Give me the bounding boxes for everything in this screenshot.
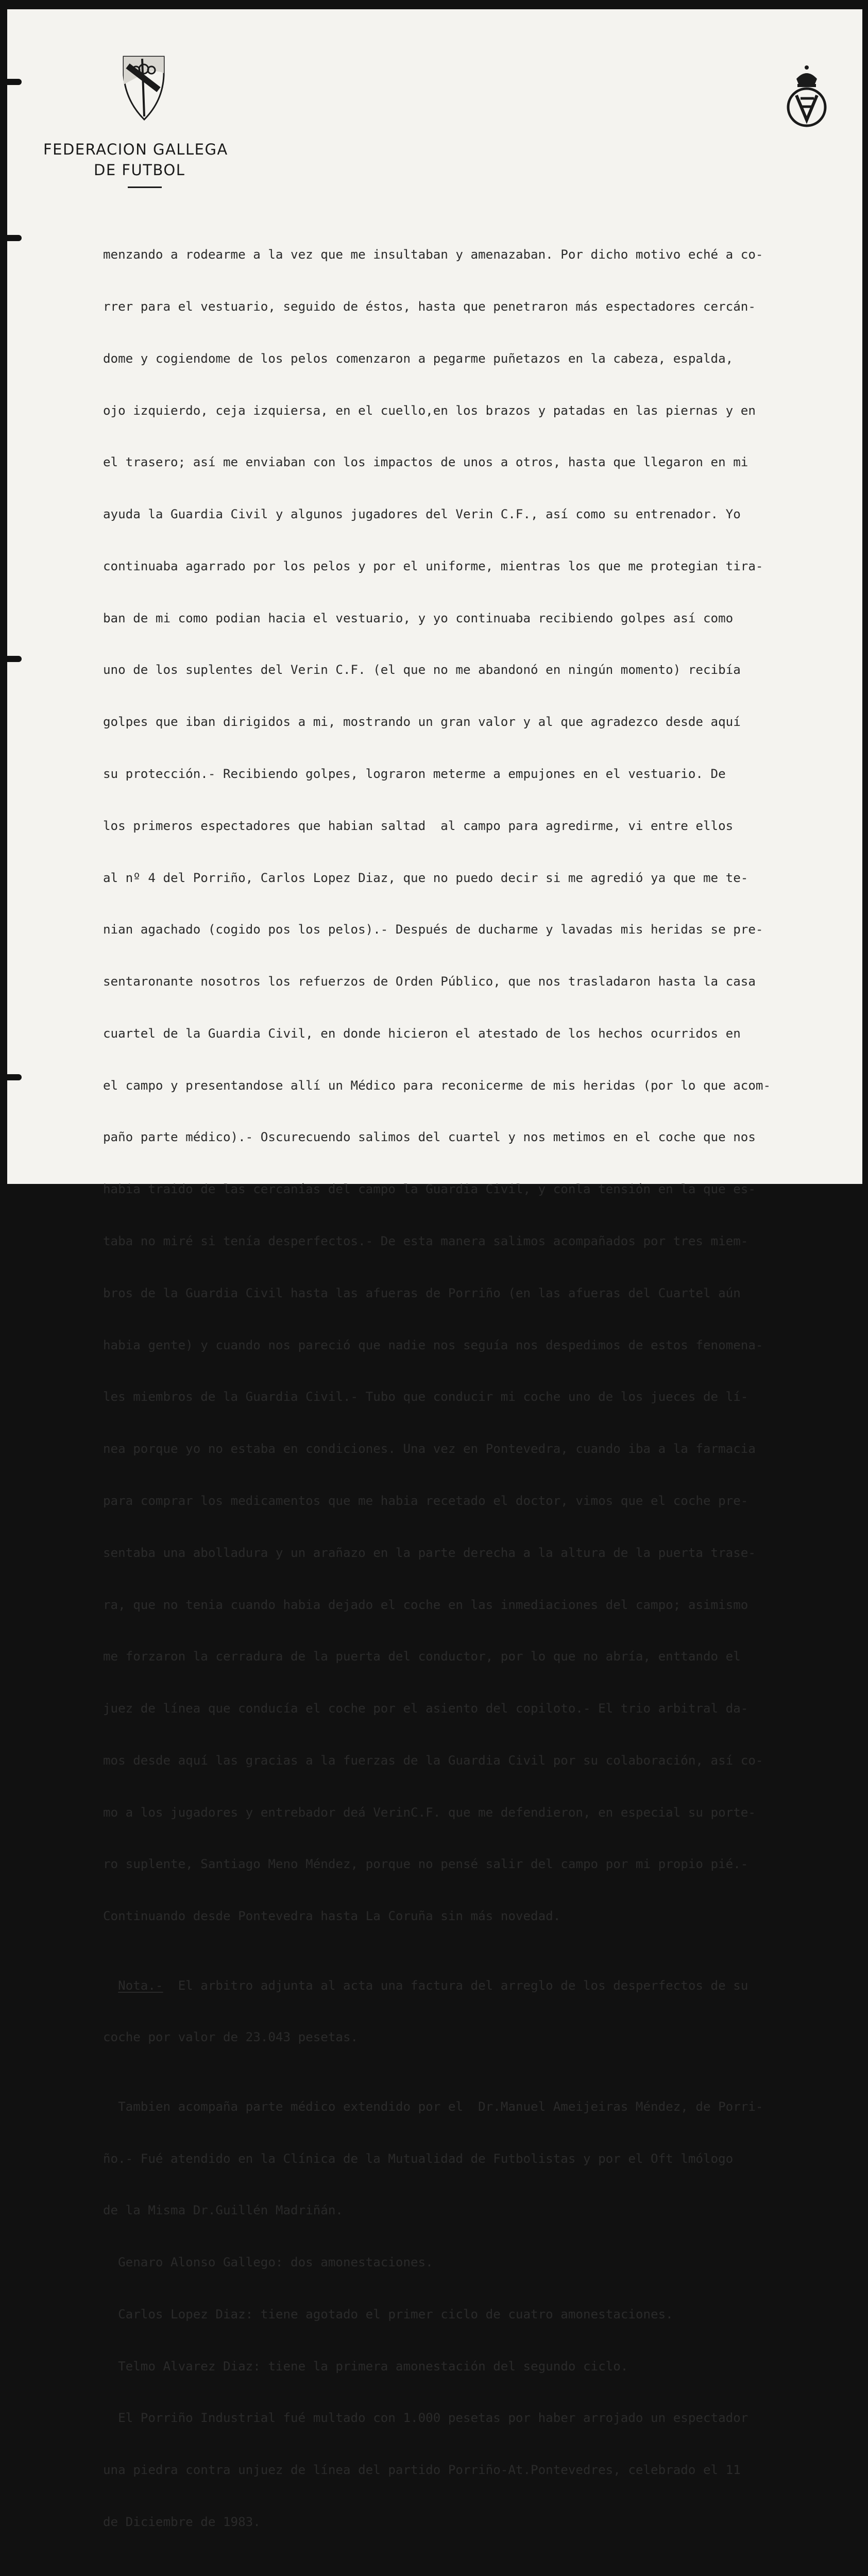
body-line: taba no miré si tenía desperfectos.- De esta manera salimos acompañados por tres miem- (103, 1234, 748, 1249)
body-line: el campo y presentandose allí un Médico para reconicerme de mis heridas (por lo que acom- (103, 1078, 771, 1093)
body-line: Carlos Lopez Diaz: tiene agotado el primer ciclo de cuatro amonestaciones. (103, 2307, 673, 2321)
body-line: Continuando desde Pontevedra hasta La Coruña sin más novedad. (103, 1909, 561, 1924)
body-line: cuartel de la Guardia Civil, en donde hicieron el atestado de los hechos ocurridos en (103, 1026, 741, 1041)
punch-hole (4, 235, 22, 241)
body-line: me forzaron la cerradura de la puerta del conductor, por lo que no abría, enttando el (103, 1649, 741, 1664)
body-line: el trasero; así me enviaban con los impactos de unos a otros, hasta que llegaron en mi (103, 455, 748, 470)
body-line: rrer para el vestuario, seguido de éstos, hasta que penetraron más espectadores cercán- (103, 299, 756, 314)
body-line: ayuda la Guardia Civil y algunos jugadores del Verin C.F., así como su entrenador. Yo (103, 507, 741, 522)
body-line: para comprar los medicamentos que me habia recetado el doctor, vimos que el coche pre- (103, 1493, 748, 1508)
body-line: al nº 4 del Porriño, Carlos Lopez Diaz, que no puedo decir si me agredió ya que me te- (103, 870, 748, 885)
body-line: habia traido de las cercanías del campo la Guardia Civil, y conla tensión en la que es- (103, 1182, 756, 1197)
body-line: sentaba una abolladura y un arañazo en la parte derecha a la altura de la puerta trase- (103, 1545, 756, 1560)
body-line: su protección.- Recibiendo golpes, lograron meterme a empujones en el vestuario. De (103, 767, 726, 781)
body-line: ro suplente, Santiago Meno Méndez, porque no pensé salir del campo por mi propio pié.- (103, 1857, 748, 1872)
body-line: juez de línea que conducía el coche por el asiento del copiloto.- El trio arbitral da- (103, 1701, 748, 1716)
punch-hole (4, 1074, 22, 1080)
nota-text: El arbitro adjunta al acta una factura del arreglo de los desperfectos de su (163, 1978, 748, 1993)
body-line: bros de la Guardia Civil hasta las afueras de Porriño (en las afueras del Cuartel aún (103, 1285, 741, 1300)
shield-emblem-icon (122, 55, 166, 122)
body-line: de Diciembre de 1983. (103, 2514, 261, 2529)
federation-name (43, 139, 249, 180)
body-line: uno de los suplentes del Verin C.F. (el que no me abandonó en ningún momento) recibía (103, 663, 741, 677)
report-body (103, 212, 860, 2576)
federation-name-line1: FEDERACION GALLEGA (43, 141, 228, 158)
body-line: de la Misma Dr.Guillén Madriñán. (103, 2203, 343, 2218)
nota-label: Nota.- (118, 1978, 163, 1993)
punch-hole (4, 79, 22, 85)
body-line: Telmo Alvarez Diaz: tiene la primera amonestación del segundo ciclo. (103, 2359, 628, 2374)
body-line: Genaro Alonso Gallego: dos amonestaciones. (103, 2255, 433, 2270)
body-line: golpes que iban dirigidos a mi, mostrando un gran valor y al que agradezco desde aquí (103, 715, 741, 730)
body-line: coche por valor de 23.043 pesetas. (103, 2030, 359, 2045)
body-line: ojo izquierdo, ceja izquiersa, en el cuello,en los brazos y patadas en las piernas y en (103, 403, 756, 418)
body-line: menzando a rodearme a la vez que me insultaban y amenazaban. Por dicho motivo eché a co- (103, 247, 763, 262)
body-line: nea porque yo no estaba en condiciones. Una vez en Pontevedra, cuando iba a la farmacia (103, 1442, 756, 1456)
body-line: mo a los jugadores y entrebador deá VerinC.F. que me defendieron, en especial su porte- (103, 1805, 756, 1820)
body-line: ban de mi como podian hacia el vestuario, y yo continuaba recibiendo golpes así como (103, 611, 734, 625)
body-line: paño parte médico).- Oscurecuendo salimos del cuartel y nos metimos en el coche que nos (103, 1130, 756, 1145)
body-line: una piedra contra unjuez de línea del partido Porriño-At.Pontevedres, celebrado el 11 (103, 2463, 741, 2478)
body-line: les miembros de la Guardia Civil.- Tubo que conducir mi coche uno de los jueces de lí- (103, 1389, 748, 1404)
body-line: ño.- Fué atendido en la Clínica de la Mutualidad de Futbolistas y por el Oft lmólogo (103, 2151, 734, 2166)
body-line: nian agachado (cogido pos los pelos).- Después de ducharme y lavadas mis heridas se pre- (103, 922, 763, 937)
body-line: sentaronante nosotros los refuerzos de Orden Público, que nos trasladaron hasta la casa (103, 974, 756, 989)
body-line: los primeros espectadores que habian saltad al campo para agredirme, vi entre ellos (103, 818, 734, 833)
punch-hole (4, 656, 22, 662)
document-page (7, 9, 862, 2529)
body-line: El Porriño Industrial fué multado con 1.000 pesetas por haber arrojado un espectador (103, 2411, 748, 2426)
body-line: mos desde aquí las gracias a la fuerzas de la Guardia Civil por su colaboración, así co- (103, 1753, 763, 1768)
body-line: continuaba agarrado por los pelos y por el uniforme, mientras los que me protegian tira- (103, 558, 763, 573)
federation-name-line2: DE FUTBOL (94, 161, 185, 179)
royal-crown-rfef-emblem-icon (785, 63, 828, 130)
title-underline (128, 187, 162, 188)
body-line: dome y cogiendome de los pelos comenzaron a pegarme puñetazos en la cabeza, espalda, (103, 351, 734, 366)
body-line: ra, que no tenia cuando habia dejado el coche en las inmediaciones del campo; asimismo (103, 1597, 748, 1612)
body-line: habia gente) y cuando nos pareció que nadie nos seguía nos despedimos de estos fenomena- (103, 1337, 763, 1352)
nota-line (103, 1977, 860, 1995)
body-line: Tambien acompaña parte médico extendido por el Dr.Manuel Ameijeiras Méndez, de Porri- (103, 2099, 763, 2114)
